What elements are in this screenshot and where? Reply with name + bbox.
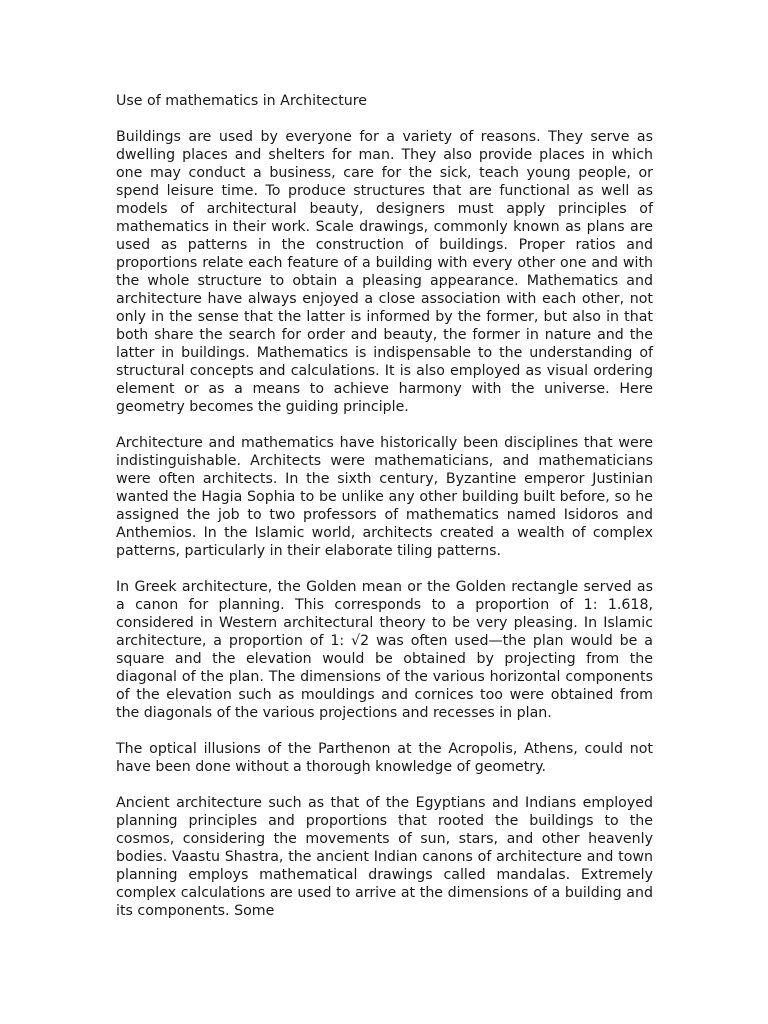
document-title: Use of mathematics in Architecture (116, 93, 368, 109)
document-page (116, 92, 653, 938)
paragraph-golden-mean: In Greek architecture, the Golden mean or the Golden rectangle served as a canon for planning. This corresponds to a proportion of 1: 1.618, considered in Western architectural theory to be very pleasing. In Islamic architecture, a proportion of 1: √2 was often used—the plan would be a square and the elevation would be obtained by projecting from the diagonal of the plan. The dimensions of the various horizontal components of the elevation such as mouldings and cornices too were obtained from the diagonals of the various projections and recesses in plan. (116, 579, 653, 721)
paragraph-parthenon: The optical illusions of the Parthenon at the Acropolis, Athens, could not have been done without a thorough knowledge of geometry. (116, 741, 653, 775)
paragraph-ancient-architecture: Ancient architecture such as that of the Egyptians and Indians employed planning principles and proportions that rooted the buildings to the cosmos, considering the movements of sun, stars, and other heavenly bodies. Vaastu Shastra, the ancient Indian canons of architecture and town planning employs mathematical drawings called mandalas. Extremely complex calculations are used to arrive at the dimensions of a building and its components. Some (116, 795, 653, 919)
paragraph-buildings-intro: Buildings are used by everyone for a variety of reasons. They serve as dwelling places and shelters for man. They also provide places in which one may conduct a business, care for the sick, teach young people, or spend leisure time. To produce structures that are functional as well as models of architectural beauty, designers must apply principles of mathematics in their work. Scale drawings, commonly known as plans are used as patterns in the construction of buildings. Proper ratios and proportions relate each feature of a building with every other one and with the whole structure to obtain a pleasing appearance. Mathematics and architecture have always enjoyed a close association with each other, not only in the sense that the latter is informed by the former, but also in that both share the search for order and beauty, the former in nature and the latter in buildings. Mathematics is indispensable to the understanding of structural concepts and calculations. It is also employed as visual ordering element or as a means to achieve harmony with the universe. Here geometry becomes the guiding principle. (116, 129, 653, 415)
paragraph-history: Architecture and mathematics have historically been disciplines that were indistinguishable. Architects were mathematicians, and mathematicians were often architects. In the sixth century, Byzantine emperor Justinian wanted the Hagia Sophia to be unlike any other building built before, so he assigned the job to two professors of mathematics named Isidoros and Anthemios. In the Islamic world, architects created a wealth of complex patterns, particularly in their elaborate tiling patterns. (116, 435, 653, 559)
